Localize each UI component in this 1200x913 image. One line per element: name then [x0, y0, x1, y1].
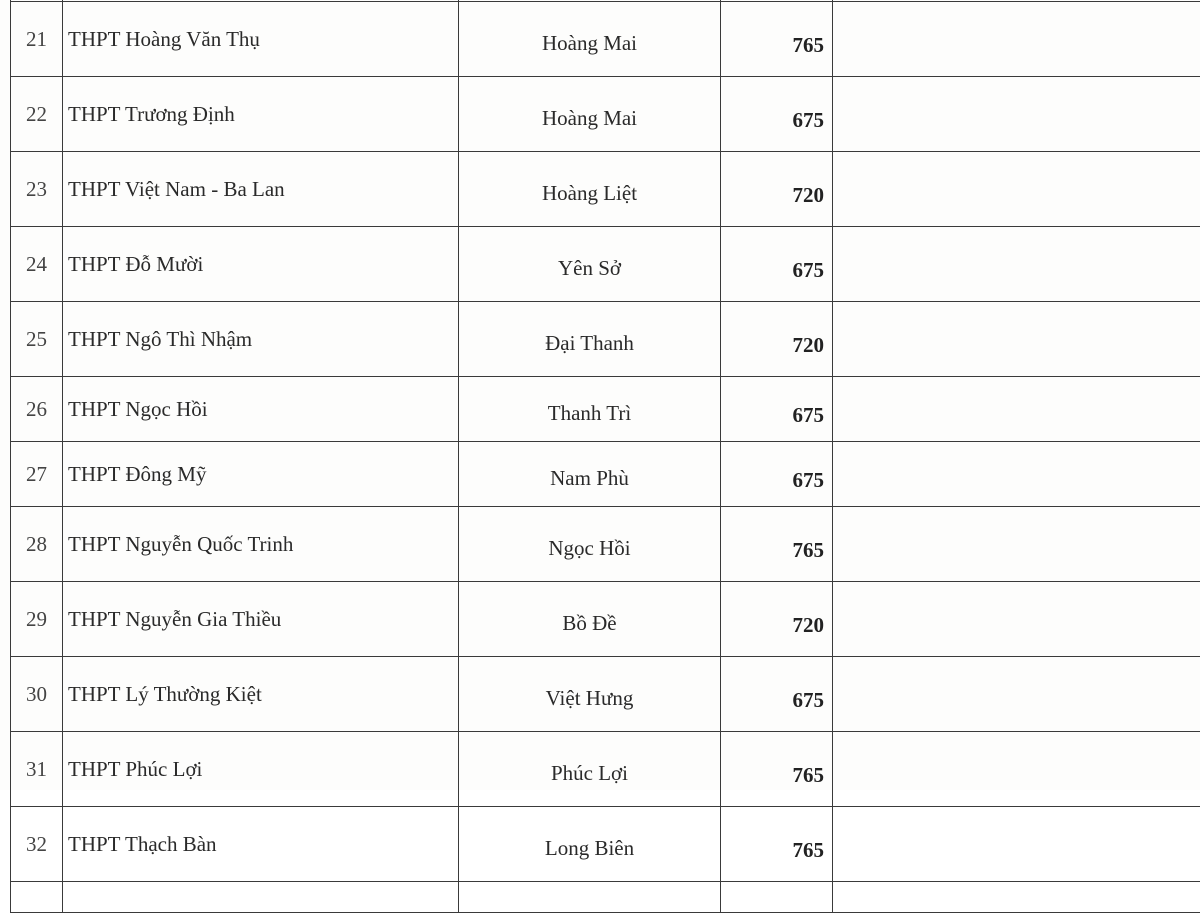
- ward-name: Hoàng Mai: [459, 2, 721, 77]
- table-row: [11, 442, 1200, 507]
- row-number: 21: [11, 2, 63, 77]
- table-row: [11, 582, 1200, 657]
- school-name: THPT Đỗ Mười: [63, 227, 459, 302]
- school-name: THPT Ngọc Hồi: [63, 377, 459, 442]
- score-value: 675: [721, 657, 833, 732]
- school-table: [10, 0, 1200, 913]
- table-row: [11, 302, 1200, 377]
- ward-name: Nam Phù: [459, 442, 721, 507]
- school-name: THPT Phúc Lợi: [63, 732, 459, 807]
- row-number: 22: [11, 77, 63, 152]
- row-number: 23: [11, 152, 63, 227]
- note-cell: [833, 302, 1200, 377]
- school-name: THPT Trương Định: [63, 77, 459, 152]
- note-cell: [833, 657, 1200, 732]
- table-row: [11, 77, 1200, 152]
- note-cell: [833, 507, 1200, 582]
- school-name: THPT Thạch Bàn: [63, 807, 459, 882]
- table-row: [11, 657, 1200, 732]
- ward-name: Hoàng Liệt: [459, 152, 721, 227]
- row-number: 30: [11, 657, 63, 732]
- table-row: [11, 732, 1200, 807]
- ward-name: Bồ Đề: [459, 582, 721, 657]
- score-value: 765: [721, 2, 833, 77]
- score-value: 720: [721, 302, 833, 377]
- note-cell: [833, 77, 1200, 152]
- score-value: 675: [721, 377, 833, 442]
- table-row: [11, 227, 1200, 302]
- ward-name: Ngọc Hồi: [459, 507, 721, 582]
- note-cell: [833, 152, 1200, 227]
- ward-name: Hoàng Mai: [459, 77, 721, 152]
- row-number: 27: [11, 442, 63, 507]
- note-cell: [833, 2, 1200, 77]
- ward-name: Việt Hưng: [459, 657, 721, 732]
- table-row-cutoff-bottom: [11, 882, 1200, 913]
- ward-name: Long Biên: [459, 807, 721, 882]
- score-value: 765: [721, 807, 833, 882]
- score-value: 765: [721, 732, 833, 807]
- ward-name: Đại Thanh: [459, 302, 721, 377]
- row-number: 32: [11, 807, 63, 882]
- ward-name: Yên Sở: [459, 227, 721, 302]
- ward-name: Thanh Trì: [459, 377, 721, 442]
- school-name: THPT Hoàng Văn Thụ: [63, 2, 459, 77]
- table-row: [11, 507, 1200, 582]
- score-value: 765: [721, 507, 833, 582]
- row-number: 28: [11, 507, 63, 582]
- score-value: 675: [721, 442, 833, 507]
- note-cell: [833, 227, 1200, 302]
- table-row: [11, 2, 1200, 77]
- row-number: 25: [11, 302, 63, 377]
- row-number: 31: [11, 732, 63, 807]
- score-value: 675: [721, 77, 833, 152]
- note-cell: [833, 582, 1200, 657]
- row-number: 26: [11, 377, 63, 442]
- score-value: 720: [721, 152, 833, 227]
- note-cell: [833, 807, 1200, 882]
- row-number: 29: [11, 582, 63, 657]
- school-name: THPT Đông Mỹ: [63, 442, 459, 507]
- table-row: [11, 807, 1200, 882]
- table-row: [11, 152, 1200, 227]
- school-name: THPT Lý Thường Kiệt: [63, 657, 459, 732]
- ward-name: Phúc Lợi: [459, 732, 721, 807]
- row-number: 24: [11, 227, 63, 302]
- note-cell: [833, 442, 1200, 507]
- score-value: 720: [721, 582, 833, 657]
- note-cell: [833, 377, 1200, 442]
- school-name: THPT Nguyễn Quốc Trinh: [63, 507, 459, 582]
- school-name: THPT Nguyễn Gia Thiều: [63, 582, 459, 657]
- table-row: [11, 377, 1200, 442]
- school-name: THPT Ngô Thì Nhậm: [63, 302, 459, 377]
- note-cell: [833, 732, 1200, 807]
- score-value: 675: [721, 227, 833, 302]
- school-name: THPT Việt Nam - Ba Lan: [63, 152, 459, 227]
